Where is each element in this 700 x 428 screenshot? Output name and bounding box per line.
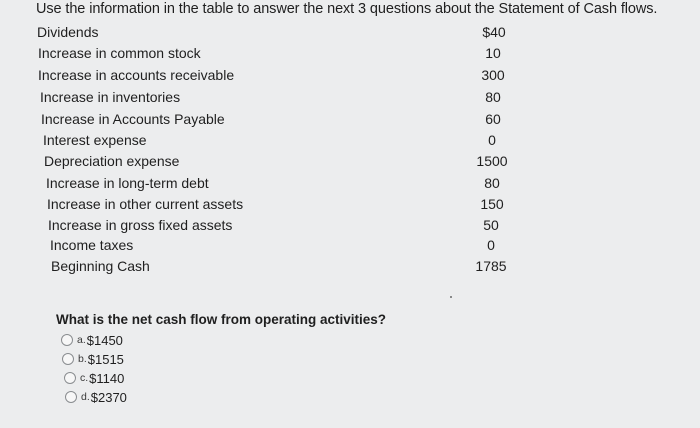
table-row xyxy=(43,132,496,152)
row-value: 1500 xyxy=(476,153,508,169)
question-text: What is the net cash flow from operating activities? xyxy=(56,312,387,327)
table-row xyxy=(48,217,499,237)
row-label: Beginning Cash xyxy=(51,258,150,274)
row-label: Dividends xyxy=(37,24,99,40)
radio-button[interactable] xyxy=(61,334,73,346)
question-block xyxy=(56,312,416,327)
row-label: Increase in Accounts Payable xyxy=(41,111,225,127)
row-label: Depreciation expense xyxy=(44,153,180,169)
row-label: Interest expense xyxy=(43,132,147,148)
option-text: $1140 xyxy=(89,370,125,386)
row-value: 80 xyxy=(485,89,501,105)
row-label: Income taxes xyxy=(50,237,134,253)
row-value: 150 xyxy=(480,196,504,212)
row-label: Increase in common stock xyxy=(38,45,201,61)
table-row xyxy=(40,89,501,109)
option-text: $2370 xyxy=(90,389,127,405)
row-label: Increase in other current assets xyxy=(47,196,244,212)
row-label: Increase in long-term debt xyxy=(46,175,209,191)
row-value: 0 xyxy=(487,237,495,253)
instructions-text: Use the information in the table to answer the next 3 questions about the Statement of Cash flows. xyxy=(36,1,658,17)
table-row xyxy=(41,111,501,131)
table-row xyxy=(50,237,495,257)
row-value: 300 xyxy=(481,67,505,83)
option-b[interactable] xyxy=(62,350,124,368)
row-label: Increase in gross fixed assets xyxy=(48,217,233,233)
radio-button[interactable] xyxy=(65,391,77,403)
option-letter: b. xyxy=(78,353,87,365)
stray-dot xyxy=(450,296,452,298)
table-row xyxy=(38,45,501,65)
row-label: Increase in inventories xyxy=(40,89,181,105)
row-label: Increase in accounts receivable xyxy=(38,67,235,83)
option-letter: c. xyxy=(80,372,89,384)
option-letter: a. xyxy=(77,334,86,346)
row-value: 10 xyxy=(485,45,501,61)
table-row xyxy=(37,24,506,44)
table-row xyxy=(51,258,507,278)
radio-button[interactable] xyxy=(64,372,76,384)
row-value: 50 xyxy=(483,217,499,233)
row-value: 60 xyxy=(485,111,501,127)
option-letter: d. xyxy=(81,391,90,403)
row-value: 1785 xyxy=(475,258,507,274)
table-row xyxy=(46,175,500,195)
table-row xyxy=(44,153,508,173)
option-a[interactable] xyxy=(61,331,123,349)
radio-button[interactable] xyxy=(62,353,74,365)
row-value: 80 xyxy=(484,175,500,191)
table-row xyxy=(38,67,505,87)
row-value: $40 xyxy=(482,24,506,40)
option-d[interactable] xyxy=(65,388,127,406)
row-value: 0 xyxy=(488,132,496,148)
option-text: $1515 xyxy=(87,351,124,367)
table-row xyxy=(47,196,504,216)
option-c[interactable] xyxy=(64,369,124,387)
option-text: $1450 xyxy=(86,332,123,348)
